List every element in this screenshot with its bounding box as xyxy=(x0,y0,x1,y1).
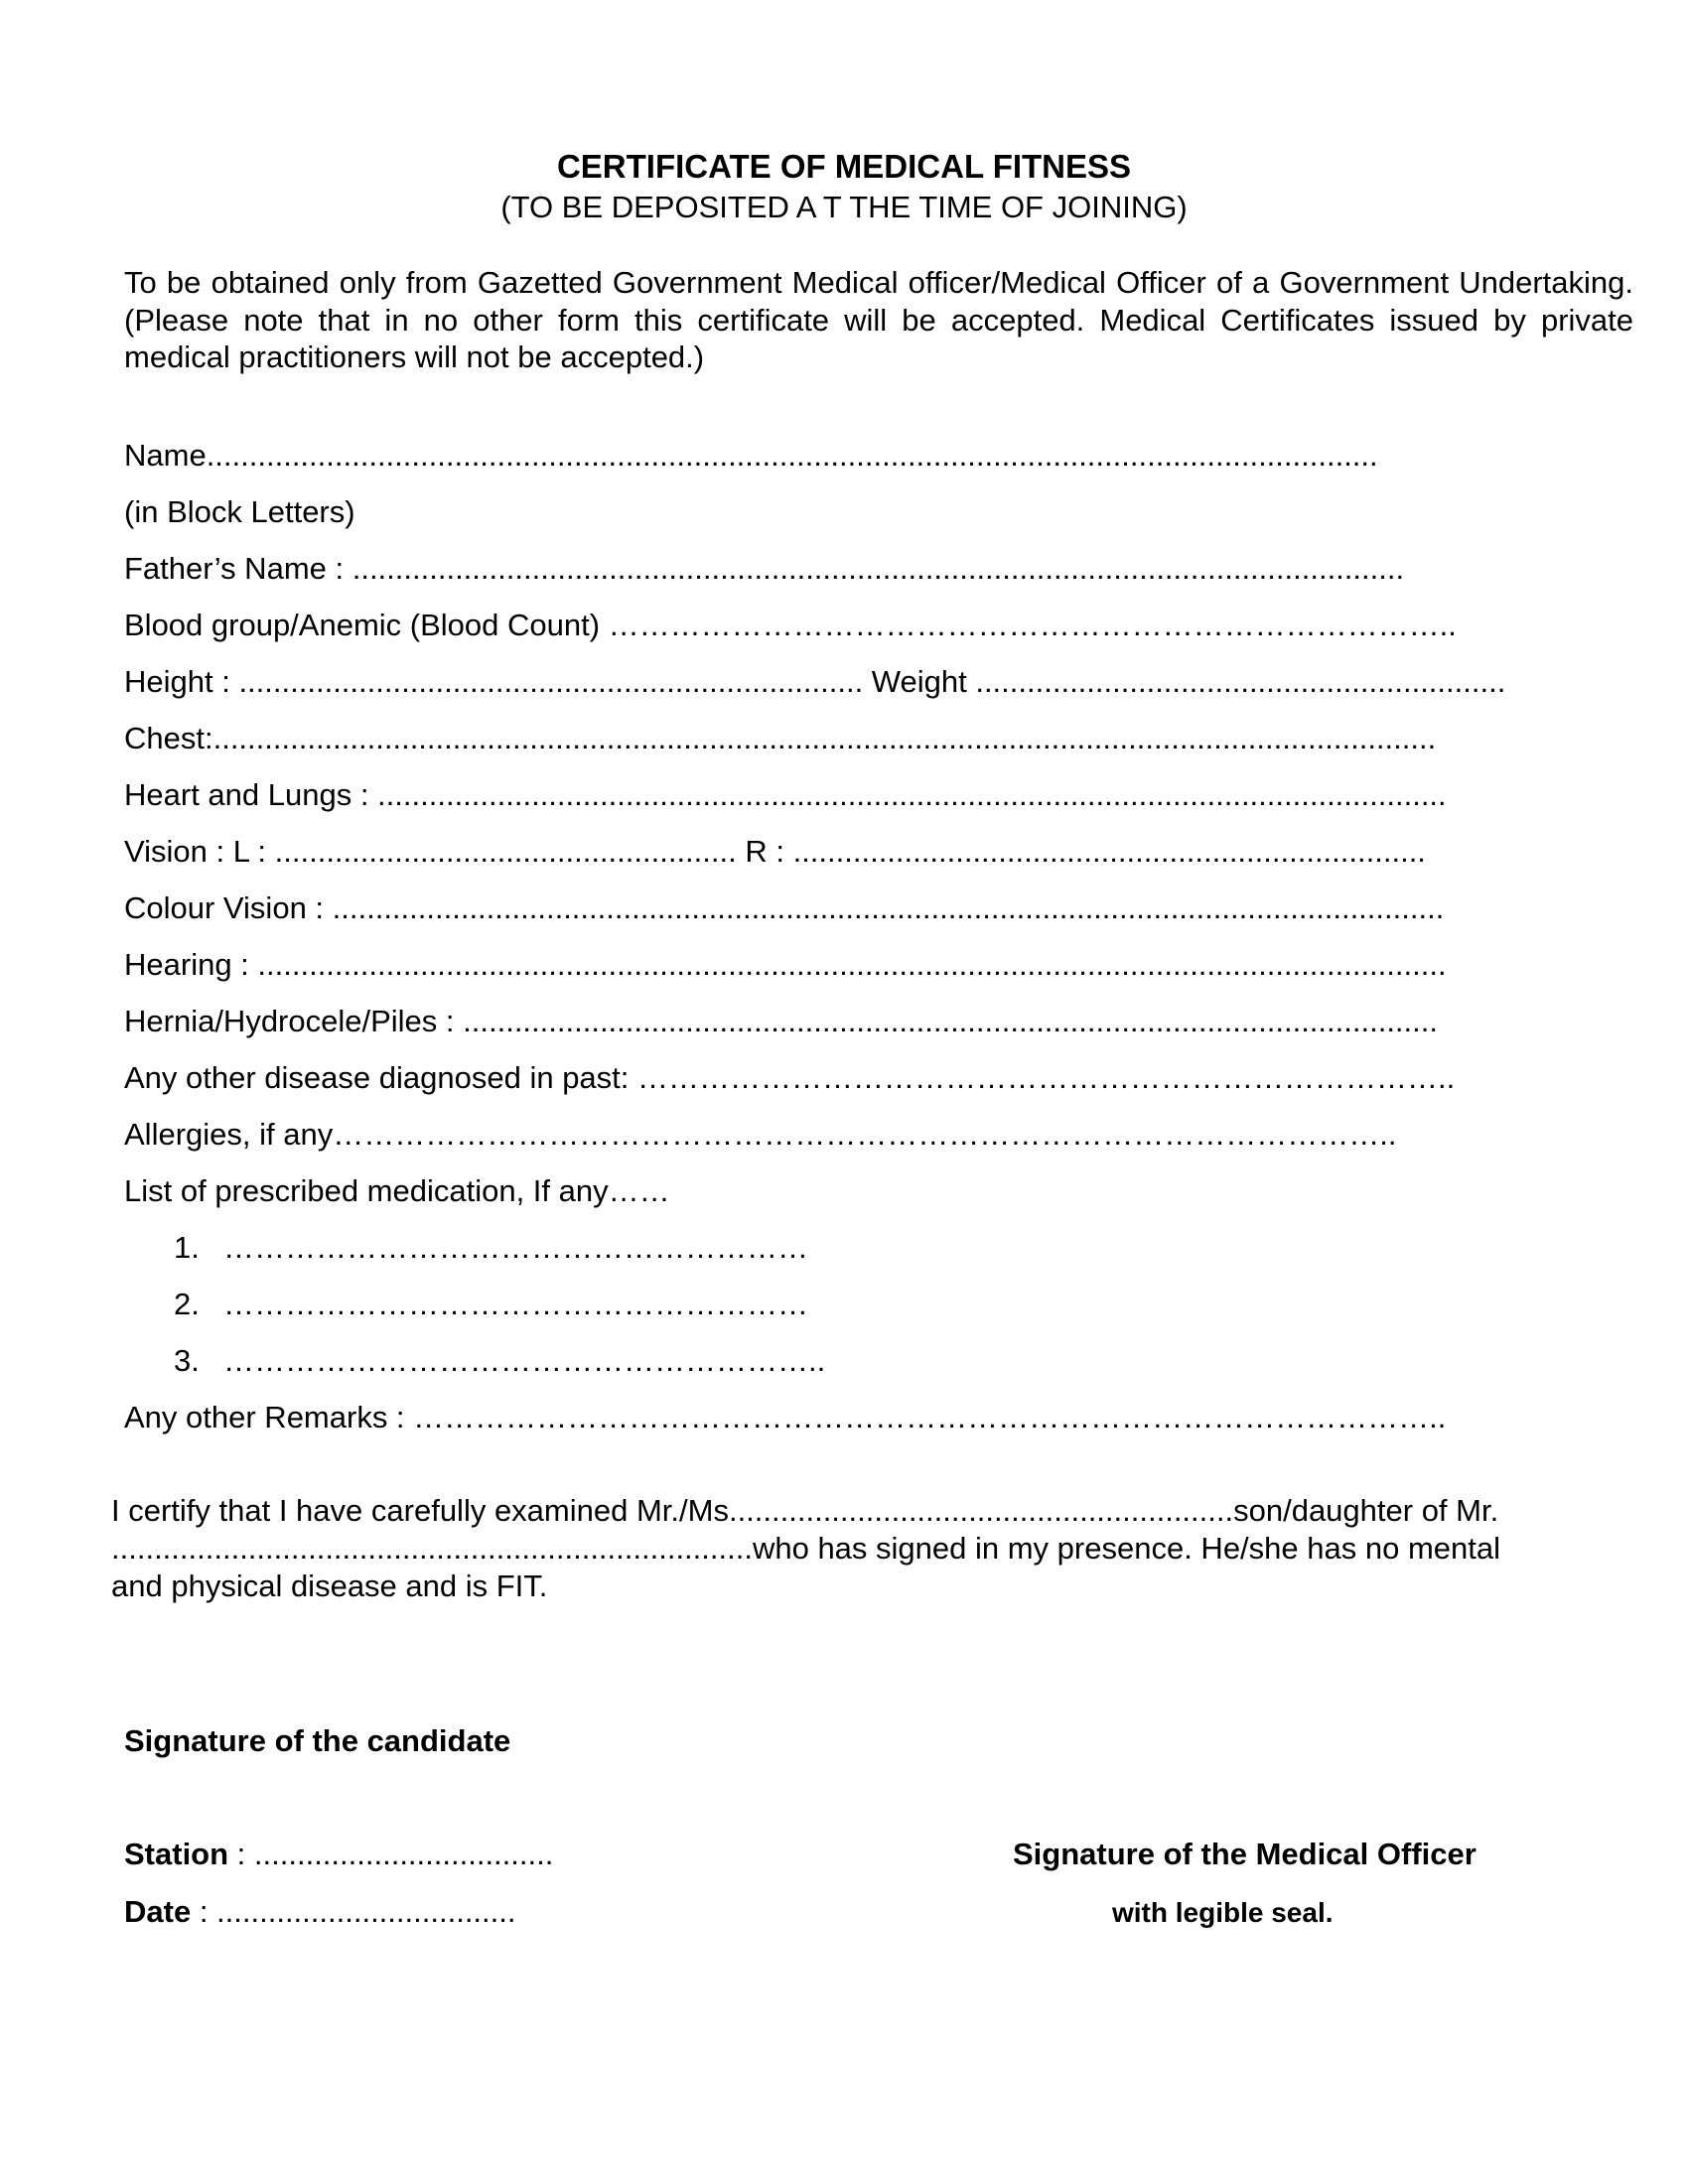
medication-line: ………………………………………………….. xyxy=(223,1343,826,1378)
date-field xyxy=(124,1893,516,1931)
instruction-paragraph: To be obtained only from Gazetted Government Medical officer/Medical Officer of a Government Undertaking. (Please note that in no other form this certificate will be accepted. Medical Certificates issued by private medical practitioners will not be accepted.) xyxy=(124,265,1633,374)
hernia-field: Hernia/Hydrocele/Piles : .................................................................................................................. xyxy=(124,1004,1438,1038)
seal-note: with legible seal. xyxy=(1112,1897,1334,1928)
certificate-subtitle: (TO BE DEPOSITED A T THE TIME OF JOINING) xyxy=(500,190,1188,224)
certificate-title: CERTIFICATE OF MEDICAL FITNESS xyxy=(556,148,1132,185)
certification-line: and physical disease and is FIT. xyxy=(111,1569,548,1603)
date-label: Date xyxy=(124,1894,192,1929)
medication-number: 3. xyxy=(174,1343,200,1378)
date-value: : ................................... xyxy=(191,1894,516,1929)
station-label: Station xyxy=(124,1837,229,1871)
medication-number: 1. xyxy=(174,1230,200,1265)
colour-vision-field: Colour Vision : .................................................................................................................................. xyxy=(124,890,1445,925)
remarks-field: Any other Remarks : ……………………………………………………………………………………….. xyxy=(124,1400,1447,1434)
medication-item xyxy=(174,1286,808,1323)
station-field xyxy=(124,1836,553,1873)
candidate-signature-label: Signature of the candidate xyxy=(124,1723,511,1758)
blood-group-field: Blood group/Anemic (Blood Count) ……………………………………………………………………….. xyxy=(124,608,1457,642)
heart-lungs-field: Heart and Lungs : ............................................................................................................................. xyxy=(124,777,1447,812)
vision-field: Vision : L : ...................................................... R : .......................................................................... xyxy=(124,834,1426,869)
medication-label: List of prescribed medication, If any…… xyxy=(124,1173,670,1208)
hearing-field: Hearing : ........................................................................................................................................... xyxy=(124,947,1447,982)
certification-line: I certify that I have carefully examined Mr./Ms...........................................................son/daughter of Mr. xyxy=(111,1493,1499,1528)
chest-field: Chest:............................................................................................................................................... xyxy=(124,721,1437,755)
other-disease-field: Any other disease diagnosed in past: …………………………………………………………………….. xyxy=(124,1060,1456,1095)
medication-number: 2. xyxy=(174,1287,200,1321)
certification-paragraph xyxy=(111,1492,1620,1605)
name-field: Name......................................................................................................................................... xyxy=(124,438,1378,473)
height-weight-field: Height : ......................................................................... Weight .............................................................. xyxy=(124,664,1506,699)
station-value: : ................................... xyxy=(228,1837,554,1871)
certification-line: ...........................................................................who has signed in my presence. He/she has no mental xyxy=(111,1531,1500,1566)
fathers-name-field: Father’s Name : ........................................................................................................................... xyxy=(124,551,1405,586)
medication-item xyxy=(174,1229,808,1267)
block-letters-note: (in Block Letters) xyxy=(124,494,355,529)
allergies-field: Allergies, if any………………………………………………………………………………………….. xyxy=(124,1117,1397,1152)
officer-signature-label: Signature of the Medical Officer xyxy=(1013,1837,1477,1871)
medication-item xyxy=(174,1342,825,1380)
medication-line: ………………………………………………… xyxy=(223,1287,808,1321)
medication-line: ………………………………………………… xyxy=(223,1230,808,1265)
